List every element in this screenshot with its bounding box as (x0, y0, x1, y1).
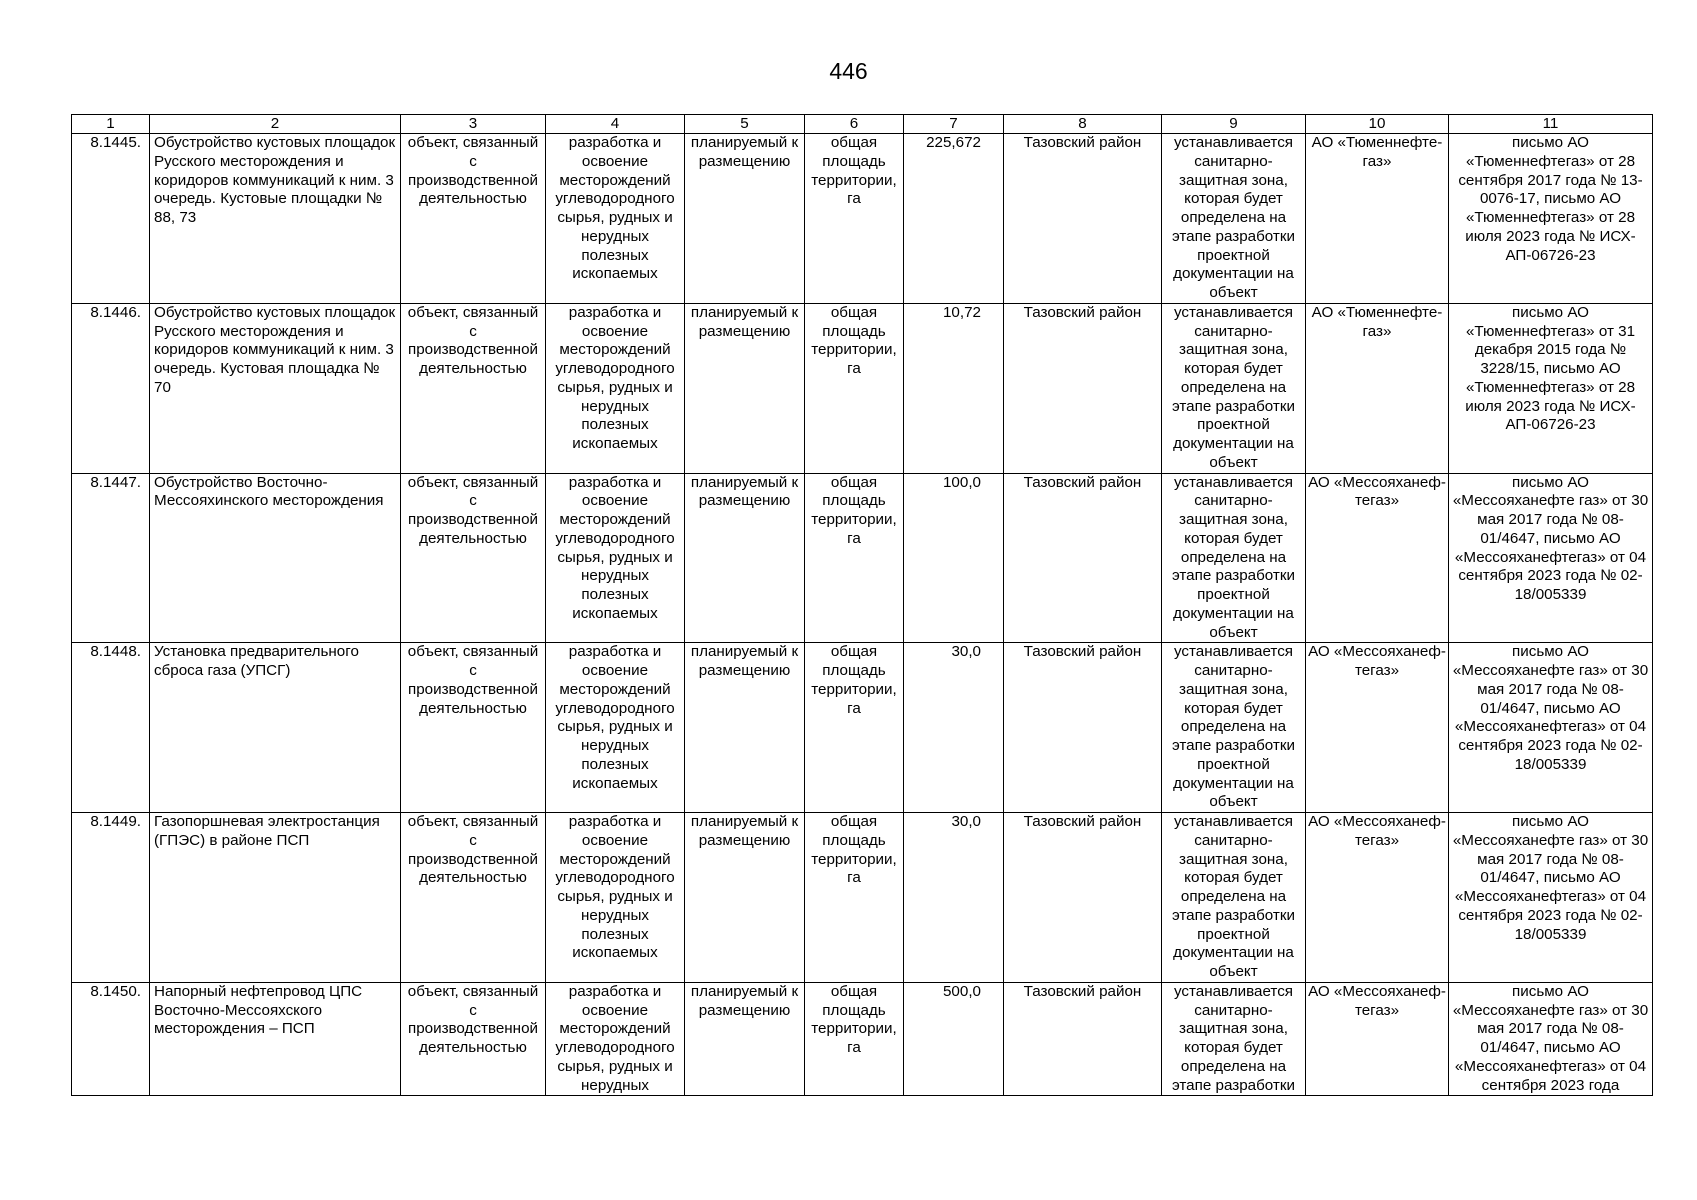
column-header: 5 (685, 115, 805, 134)
source-document: письмо АО «Мессояханефте газ» от 30 мая 2017 года № 08-01/4647, письмо АО «Мессояханефтегаз» от 04 сентября 2023 года № 02-18/005339 (1449, 813, 1653, 983)
column-header: 6 (805, 115, 904, 134)
location: Тазовский район (1004, 982, 1162, 1096)
organization: АО «Тюменнефте-газ» (1306, 134, 1449, 304)
zone-description: устанавливается санитарно-защитная зона, которая будет определена на этапе разработки проектной документации на объект (1162, 303, 1306, 473)
characteristic-value: 225,672 (904, 134, 1004, 304)
column-header: 1 (72, 115, 150, 134)
characteristic-value: 100,0 (904, 473, 1004, 643)
object-status: планируемый к размещению (685, 813, 805, 983)
characteristic-name: общая площадь территории, га (805, 473, 904, 643)
object-name: Установка предварительного сброса газа (УПСГ) (150, 643, 401, 813)
characteristic-name: общая площадь территории, га (805, 982, 904, 1096)
zone-description: устанавливается санитарно-защитная зона, которая будет определена на этапе разработки проектной документации на объект (1162, 473, 1306, 643)
object-purpose: разработка и освоение месторождений углеводородного сырья, рудных и нерудных (546, 982, 685, 1096)
table-row (72, 813, 1653, 983)
header-row (72, 115, 1653, 134)
source-document: письмо АО «Тюменнефтегаз» от 31 декабря 2015 года № 3228/15, письмо АО «Тюменнефтегаз» от 28 июля 2023 года № ИСХ-АП-06726-23 (1449, 303, 1653, 473)
row-number: 8.1450. (72, 982, 150, 1096)
object-status: планируемый к размещению (685, 134, 805, 304)
row-number: 8.1448. (72, 643, 150, 813)
table-row (72, 134, 1653, 304)
column-header: 11 (1449, 115, 1653, 134)
characteristic-name: общая площадь территории, га (805, 134, 904, 304)
object-name: Обустройство Восточно-Мессояхинского месторождения (150, 473, 401, 643)
row-number: 8.1449. (72, 813, 150, 983)
characteristic-name: общая площадь территории, га (805, 643, 904, 813)
object-purpose: разработка и освоение месторождений углеводородного сырья, рудных и нерудных полезных ископаемых (546, 134, 685, 304)
object-status: планируемый к размещению (685, 643, 805, 813)
zone-description: устанавливается санитарно-защитная зона, которая будет определена на этапе разработки (1162, 982, 1306, 1096)
object-type: объект, связанный с производственной деятельностью (401, 303, 546, 473)
row-number: 8.1447. (72, 473, 150, 643)
object-type: объект, связанный с производственной деятельностью (401, 473, 546, 643)
object-status: планируемый к размещению (685, 982, 805, 1096)
object-name: Обустройство кустовых площадок Русского месторождения и коридоров коммуникаций к ним. 3 очередь. Кустовая площадка № 70 (150, 303, 401, 473)
characteristic-value: 10,72 (904, 303, 1004, 473)
column-header: 9 (1162, 115, 1306, 134)
zone-description: устанавливается санитарно-защитная зона, которая будет определена на этапе разработки проектной документации на объект (1162, 134, 1306, 304)
object-status: планируемый к размещению (685, 303, 805, 473)
object-purpose: разработка и освоение месторождений углеводородного сырья, рудных и нерудных полезных ископаемых (546, 303, 685, 473)
object-name: Газопоршневая электростанция (ГПЭС) в районе ПСП (150, 813, 401, 983)
zone-description: устанавливается санитарно-защитная зона, которая будет определена на этапе разработки проектной документации на объект (1162, 643, 1306, 813)
object-purpose: разработка и освоение месторождений углеводородного сырья, рудных и нерудных полезных ископаемых (546, 813, 685, 983)
source-document: письмо АО «Мессояханефте газ» от 30 мая 2017 года № 08-01/4647, письмо АО «Мессояханефтегаз» от 04 сентября 2023 года № 02-18/005339 (1449, 473, 1653, 643)
row-number: 8.1446. (72, 303, 150, 473)
row-number: 8.1445. (72, 134, 150, 304)
organization: АО «Мессояханеф-тегаз» (1306, 473, 1449, 643)
characteristic-value: 30,0 (904, 813, 1004, 983)
object-purpose: разработка и освоение месторождений углеводородного сырья, рудных и нерудных полезных ископаемых (546, 473, 685, 643)
organization: АО «Тюменнефте-газ» (1306, 303, 1449, 473)
location: Тазовский район (1004, 473, 1162, 643)
register-table (71, 114, 1653, 1096)
location: Тазовский район (1004, 134, 1162, 304)
object-name: Обустройство кустовых площадок Русского месторождения и коридоров коммуникаций к ним. 3 очередь. Кустовые площадки № 88, 73 (150, 134, 401, 304)
object-status: планируемый к размещению (685, 473, 805, 643)
table-row (72, 303, 1653, 473)
table-row (72, 643, 1653, 813)
source-document: письмо АО «Мессояханефте газ» от 30 мая 2017 года № 08-01/4647, письмо АО «Мессояханефтегаз» от 04 сентября 2023 года № 02-18/005339 (1449, 643, 1653, 813)
organization: АО «Мессояханеф-тегаз» (1306, 982, 1449, 1096)
column-header: 10 (1306, 115, 1449, 134)
column-header: 3 (401, 115, 546, 134)
source-document: письмо АО «Мессояханефте газ» от 30 мая 2017 года № 08-01/4647, письмо АО «Мессояханефтегаз» от 04 сентября 2023 года (1449, 982, 1653, 1096)
column-header: 2 (150, 115, 401, 134)
page-number: 446 (829, 58, 868, 84)
zone-description: устанавливается санитарно-защитная зона, которая будет определена на этапе разработки проектной документации на объект (1162, 813, 1306, 983)
table-row (72, 473, 1653, 643)
object-name: Напорный нефтепровод ЦПС Восточно-Мессояхского месторождения – ПСП (150, 982, 401, 1096)
column-header: 8 (1004, 115, 1162, 134)
organization: АО «Мессояханеф-тегаз» (1306, 643, 1449, 813)
table-row (72, 982, 1653, 1096)
source-document: письмо АО «Тюменнефтегаз» от 28 сентября 2017 года № 13-0076-17, письмо АО «Тюменнефтегаз» от 28 июля 2023 года № ИСХ-АП-06726-23 (1449, 134, 1653, 304)
characteristic-name: общая площадь территории, га (805, 303, 904, 473)
location: Тазовский район (1004, 643, 1162, 813)
column-header: 7 (904, 115, 1004, 134)
object-type: объект, связанный с производственной деятельностью (401, 134, 546, 304)
column-header: 4 (546, 115, 685, 134)
object-type: объект, связанный с производственной деятельностью (401, 982, 546, 1096)
object-type: объект, связанный с производственной деятельностью (401, 813, 546, 983)
object-purpose: разработка и освоение месторождений углеводородного сырья, рудных и нерудных полезных ископаемых (546, 643, 685, 813)
characteristic-value: 30,0 (904, 643, 1004, 813)
organization: АО «Мессояханеф-тегаз» (1306, 813, 1449, 983)
location: Тазовский район (1004, 303, 1162, 473)
object-type: объект, связанный с производственной деятельностью (401, 643, 546, 813)
characteristic-name: общая площадь территории, га (805, 813, 904, 983)
characteristic-value: 500,0 (904, 982, 1004, 1096)
location: Тазовский район (1004, 813, 1162, 983)
